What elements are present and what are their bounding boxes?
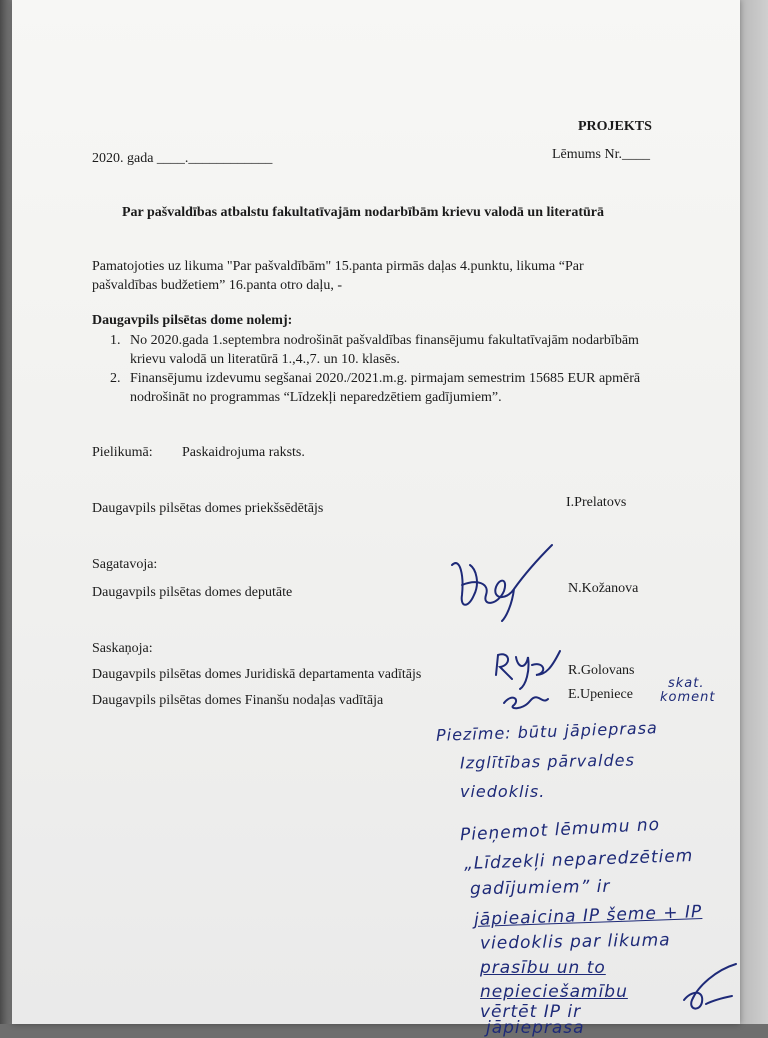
handwriting-note2-line4: jāpieaicina IP šeme + IP xyxy=(473,902,703,930)
item-2-line-2: nodrošināt no programmas “Līdzekļi neparedzētiem gadījumiem”. xyxy=(130,390,502,405)
handwriting-note1-line1: Piezīme: būtu jāpieprasa xyxy=(435,718,659,745)
document-page xyxy=(12,0,740,1038)
signature-kozanova xyxy=(442,535,562,625)
handwriting-note2-line1: Pieņemot lēmumu no xyxy=(459,814,661,846)
intro-line-2: pašvaldības budžetiem” 16.panta otro daļu, - xyxy=(92,278,342,293)
handwriting-note2-line7: nepieciešamību xyxy=(480,982,628,1002)
item-2-number: 2. xyxy=(110,371,121,386)
prepared-name: N.Kožanova xyxy=(568,581,639,596)
handwriting-note2-line5: viedoklis par likuma xyxy=(479,930,671,954)
projekts-label: PROJEKTS xyxy=(578,119,652,134)
decision-number: Lēmums Nr.____ xyxy=(552,147,650,162)
background-right xyxy=(738,0,768,1024)
agreed-label: Saskaņoja: xyxy=(92,641,153,656)
signature-golovans xyxy=(490,645,570,715)
finance-dept-name: E.Upeniece xyxy=(568,687,633,702)
attachment-label: Pielikumā: xyxy=(92,445,153,460)
item-1-line-2: krievu valodā un literatūrā 1.,4.,7. un 10. klasēs. xyxy=(130,352,400,367)
prepared-label: Sagatavoja: xyxy=(92,557,158,572)
date-line: 2020. gada ____.____________ xyxy=(92,151,273,166)
handwriting-note1-line3: viedoklis. xyxy=(460,782,546,801)
signature-bottom-right xyxy=(676,960,746,1020)
document-title: Par pašvaldības atbalstu fakultatīvajām nodarbībām krievu valodā un literatūrā xyxy=(122,205,605,220)
item-1-line-1: No 2020.gada 1.septembra nodrošināt pašvaldības finansējumu fakultatīvajām nodarbībām xyxy=(130,333,639,348)
decision-heading: Daugavpils pilsētas dome nolemj: xyxy=(92,313,293,328)
item-2-line-1: Finansējumu izdevumu segšanai 2020./2021.m.g. pirmajam semestrim 15685 EUR apmērā xyxy=(130,371,641,386)
handwriting-koment: koment xyxy=(660,690,716,705)
prepared-title: Daugavpils pilsētas domes deputāte xyxy=(92,585,293,600)
intro-line-1: Pamatojoties uz likuma "Par pašvaldībām" 15.panta pirmās daļas 4.punktu, likuma “Par xyxy=(92,259,584,274)
handwriting-skat: skat. xyxy=(668,676,705,691)
item-1-number: 1. xyxy=(110,333,121,348)
chair-name: I.Prelatovs xyxy=(566,495,627,510)
chair-title: Daugavpils pilsētas domes priekšsēdētājs xyxy=(92,501,324,516)
finance-dept-title: Daugavpils pilsētas domes Finanšu nodaļas vadītāja xyxy=(92,693,384,708)
attachment-value: Paskaidrojuma raksts. xyxy=(182,445,305,460)
handwriting-note2-line9: jāpieprasa xyxy=(486,1018,585,1038)
handwriting-note2-line3: gadījumiem” ir xyxy=(469,876,611,900)
legal-dept-name: R.Golovans xyxy=(568,663,635,678)
legal-dept-title: Daugavpils pilsētas domes Juridiskā departamenta vadītājs xyxy=(92,667,422,682)
handwriting-note2-line6: prasību un to xyxy=(480,958,606,978)
handwriting-note2-line2: „Līdzekļi neparedzētiem xyxy=(463,846,694,874)
handwriting-note1-line2: Izglītības pārvaldes xyxy=(459,750,636,773)
handwriting-note2-line8: vērtēt IP ir xyxy=(480,1002,582,1022)
